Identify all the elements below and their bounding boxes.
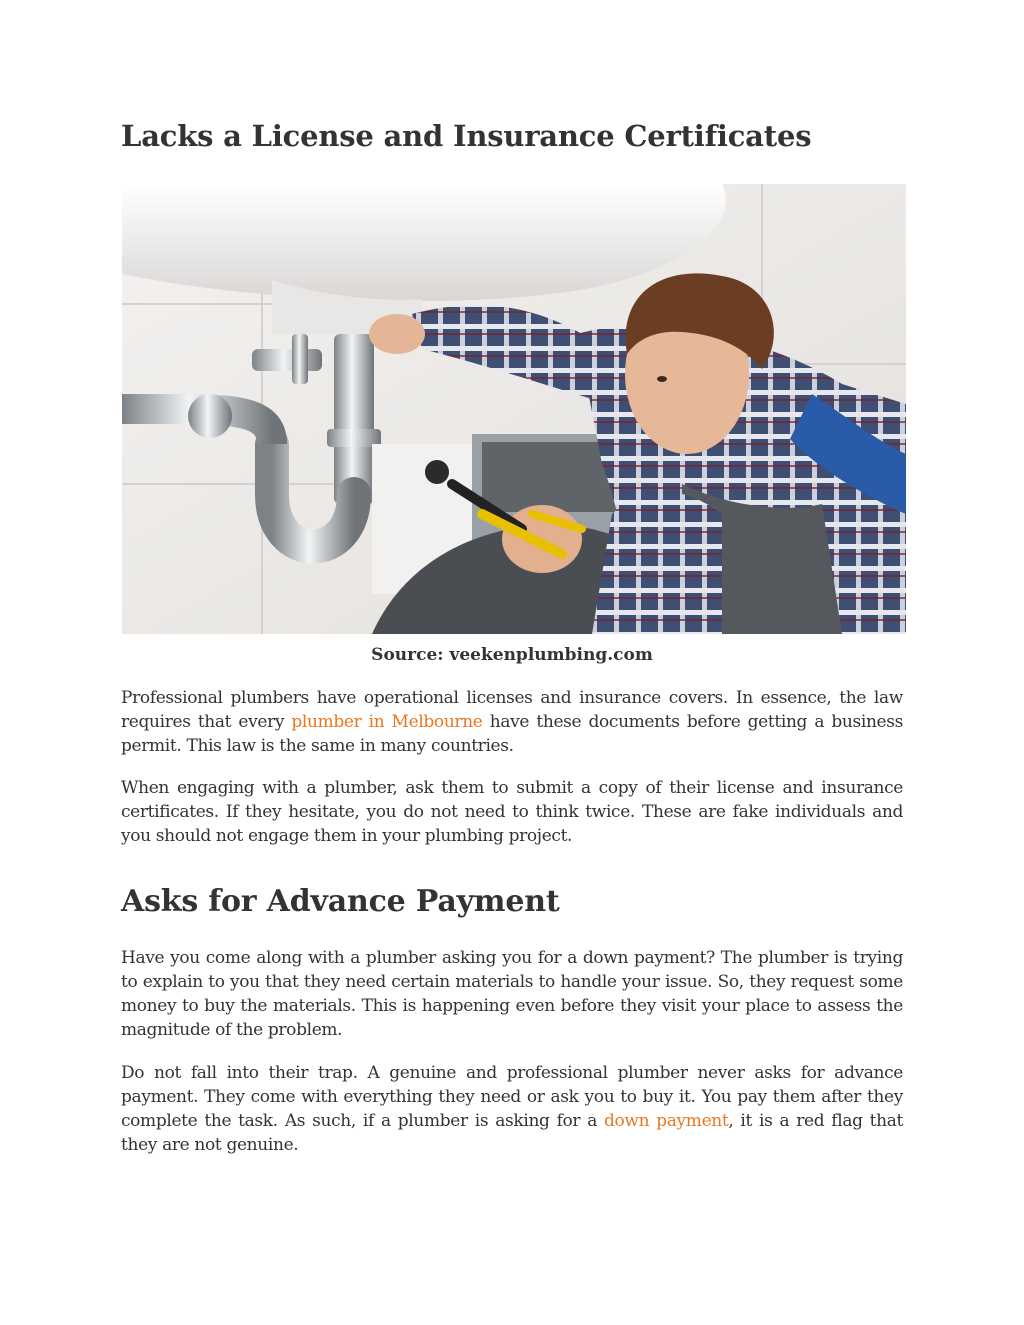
plumber-under-sink-illustration	[122, 184, 906, 634]
paragraph-licenses	[121, 686, 903, 758]
paragraph-text: have these documents before getting a business permit. This law is the same in many countries.	[121, 712, 904, 756]
plumber-photo	[122, 184, 906, 634]
paragraph-down-payment-question: Have you come along with a plumber asking you for a down payment? The plumber is trying to explain to you that they need certain materials to handle your issue. So, they request some money to buy the materials. This is happening even before they visit your place to assess the magnitude of the problem.	[121, 948, 903, 1040]
image-caption: Source: veekenplumbing.com	[371, 645, 653, 665]
section-heading-license: Lacks a License and Insurance Certificates	[121, 119, 812, 153]
paragraph-trap	[121, 1061, 903, 1157]
paragraph-text: Professional plumbers have operational licenses and insurance covers. In essence, the law requires that every	[121, 688, 903, 732]
plumber-in-melbourne-link[interactable]: plumber in Melbourne	[291, 712, 483, 732]
paragraph-engaging: When engaging with a plumber, ask them to submit a copy of their license and insurance certificates. If they hesitate, you do not need to think twice. These are fake individuals and you should not engage them in your plumbing project.	[121, 778, 903, 846]
paragraph-text: Do not fall into their trap. A genuine and professional plumber never asks for advance payment. They come with everything they need or ask you to buy it. You pay them after they complete the task. As such, if a plumber is asking for a	[121, 1063, 903, 1131]
down-payment-link[interactable]: down payment	[604, 1111, 729, 1131]
paragraph-text: , it is a red flag that they are not genuine.	[121, 1111, 903, 1155]
section-heading-advance-payment: Asks for Advance Payment	[121, 884, 560, 919]
